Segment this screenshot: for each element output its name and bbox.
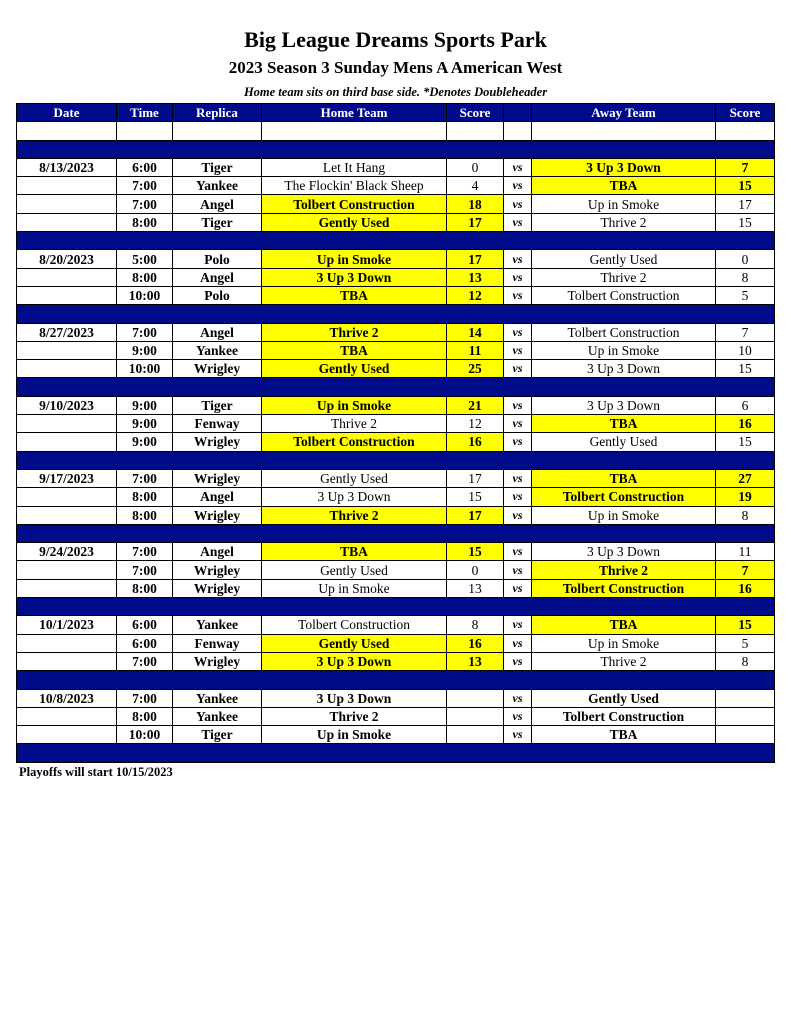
away-team-cell: Gently Used bbox=[532, 433, 716, 451]
game-row bbox=[17, 616, 775, 634]
away-team-cell: 3 Up 3 Down bbox=[532, 158, 716, 176]
home-team-cell: Tolbert Construction bbox=[262, 433, 447, 451]
replica-cell: Wrigley bbox=[173, 579, 262, 597]
separator-cell bbox=[17, 451, 775, 469]
away-team-cell: Gently Used bbox=[532, 689, 716, 707]
game-row bbox=[17, 652, 775, 670]
home-score-cell: 11 bbox=[447, 341, 504, 359]
time-cell: 7:00 bbox=[117, 469, 173, 487]
column-header-replica: Replica bbox=[173, 104, 262, 122]
column-header-away-score: Score bbox=[716, 104, 775, 122]
replica-cell: Wrigley bbox=[173, 652, 262, 670]
home-team-cell: The Flockin' Black Sheep bbox=[262, 177, 447, 195]
time-cell: 7:00 bbox=[117, 177, 173, 195]
replica-cell: Yankee bbox=[173, 177, 262, 195]
home-score-cell: 17 bbox=[447, 506, 504, 524]
away-team-cell: Up in Smoke bbox=[532, 341, 716, 359]
time-cell: 7:00 bbox=[117, 561, 173, 579]
game-row bbox=[17, 213, 775, 231]
replica-cell: Angel bbox=[173, 195, 262, 213]
date-cell: 8/27/2023 bbox=[17, 323, 117, 341]
replica-cell: Wrigley bbox=[173, 360, 262, 378]
home-team-cell: Gently Used bbox=[262, 634, 447, 652]
time-cell: 6:00 bbox=[117, 616, 173, 634]
home-team-cell: 3 Up 3 Down bbox=[262, 689, 447, 707]
date-cell bbox=[17, 726, 117, 744]
replica-cell: Wrigley bbox=[173, 433, 262, 451]
week-separator-row bbox=[17, 451, 775, 469]
vs-cell: vs bbox=[504, 396, 532, 414]
home-team-cell: 3 Up 3 Down bbox=[262, 652, 447, 670]
away-score-cell: 5 bbox=[716, 286, 775, 304]
home-team-cell: TBA bbox=[262, 341, 447, 359]
game-row bbox=[17, 689, 775, 707]
vs-cell: vs bbox=[504, 652, 532, 670]
home-team-cell: Up in Smoke bbox=[262, 396, 447, 414]
vs-cell: vs bbox=[504, 561, 532, 579]
away-score-cell: 0 bbox=[716, 250, 775, 268]
away-team-cell: Up in Smoke bbox=[532, 634, 716, 652]
time-cell: 10:00 bbox=[117, 726, 173, 744]
empty-cell bbox=[504, 122, 532, 140]
away-team-cell: 3 Up 3 Down bbox=[532, 396, 716, 414]
game-row bbox=[17, 360, 775, 378]
home-score-cell bbox=[447, 726, 504, 744]
home-score-cell: 13 bbox=[447, 579, 504, 597]
home-team-cell: Up in Smoke bbox=[262, 579, 447, 597]
away-score-cell: 15 bbox=[716, 360, 775, 378]
date-cell bbox=[17, 213, 117, 231]
vs-cell: vs bbox=[504, 415, 532, 433]
time-cell: 10:00 bbox=[117, 286, 173, 304]
time-cell: 6:00 bbox=[117, 158, 173, 176]
replica-cell: Yankee bbox=[173, 689, 262, 707]
away-score-cell: 8 bbox=[716, 652, 775, 670]
home-score-cell: 4 bbox=[447, 177, 504, 195]
time-cell: 5:00 bbox=[117, 250, 173, 268]
date-cell: 8/20/2023 bbox=[17, 250, 117, 268]
game-row bbox=[17, 323, 775, 341]
time-cell: 8:00 bbox=[117, 506, 173, 524]
page-note: Home team sits on third base side. *Denotes Doubleheader bbox=[243, 85, 548, 99]
page-subtitle: 2023 Season 3 Sunday Mens A American West bbox=[228, 58, 563, 77]
vs-cell: vs bbox=[504, 689, 532, 707]
away-team-cell: Up in Smoke bbox=[532, 195, 716, 213]
separator-cell bbox=[17, 524, 775, 542]
date-cell: 10/8/2023 bbox=[17, 689, 117, 707]
week-separator-row bbox=[17, 744, 775, 762]
game-row bbox=[17, 543, 775, 561]
away-team-cell: Tolbert Construction bbox=[532, 707, 716, 725]
blank-row bbox=[17, 122, 775, 140]
home-team-cell: TBA bbox=[262, 286, 447, 304]
vs-cell: vs bbox=[504, 195, 532, 213]
separator-cell bbox=[17, 598, 775, 616]
away-score-cell: 17 bbox=[716, 195, 775, 213]
home-score-cell: 12 bbox=[447, 286, 504, 304]
separator-cell bbox=[17, 232, 775, 250]
vs-cell: vs bbox=[504, 433, 532, 451]
away-score-cell bbox=[716, 689, 775, 707]
week-separator-row bbox=[17, 524, 775, 542]
home-team-cell: 3 Up 3 Down bbox=[262, 268, 447, 286]
game-row bbox=[17, 286, 775, 304]
away-team-cell: Gently Used bbox=[532, 250, 716, 268]
replica-cell: Polo bbox=[173, 286, 262, 304]
home-score-cell bbox=[447, 707, 504, 725]
game-row bbox=[17, 469, 775, 487]
vs-cell: vs bbox=[504, 488, 532, 506]
home-score-cell: 14 bbox=[447, 323, 504, 341]
home-score-cell: 17 bbox=[447, 213, 504, 231]
away-score-cell bbox=[716, 707, 775, 725]
game-row bbox=[17, 158, 775, 176]
away-score-cell: 16 bbox=[716, 415, 775, 433]
home-score-cell: 21 bbox=[447, 396, 504, 414]
away-team-cell: 3 Up 3 Down bbox=[532, 360, 716, 378]
date-cell bbox=[17, 579, 117, 597]
home-score-cell: 13 bbox=[447, 268, 504, 286]
column-header-away-team: Away Team bbox=[532, 104, 716, 122]
home-team-cell: Gently Used bbox=[262, 561, 447, 579]
away-score-cell: 7 bbox=[716, 158, 775, 176]
replica-cell: Yankee bbox=[173, 707, 262, 725]
home-team-cell: Tolbert Construction bbox=[262, 195, 447, 213]
game-row bbox=[17, 396, 775, 414]
replica-cell: Polo bbox=[173, 250, 262, 268]
time-cell: 7:00 bbox=[117, 689, 173, 707]
empty-cell bbox=[532, 122, 716, 140]
date-cell: 9/10/2023 bbox=[17, 396, 117, 414]
game-row bbox=[17, 250, 775, 268]
game-row bbox=[17, 195, 775, 213]
separator-cell bbox=[17, 140, 775, 158]
vs-cell: vs bbox=[504, 707, 532, 725]
away-team-cell: Tolbert Construction bbox=[532, 323, 716, 341]
replica-cell: Tiger bbox=[173, 396, 262, 414]
home-team-cell: Thrive 2 bbox=[262, 323, 447, 341]
home-team-cell: Thrive 2 bbox=[262, 707, 447, 725]
time-cell: 8:00 bbox=[117, 268, 173, 286]
home-score-cell: 25 bbox=[447, 360, 504, 378]
column-header-time: Time bbox=[117, 104, 173, 122]
week-separator-row bbox=[17, 598, 775, 616]
replica-cell: Fenway bbox=[173, 415, 262, 433]
date-cell: 9/24/2023 bbox=[17, 543, 117, 561]
time-cell: 9:00 bbox=[117, 433, 173, 451]
vs-cell: vs bbox=[504, 634, 532, 652]
away-team-cell: TBA bbox=[532, 415, 716, 433]
separator-cell bbox=[17, 671, 775, 689]
vs-cell: vs bbox=[504, 506, 532, 524]
vs-cell: vs bbox=[504, 543, 532, 561]
game-row bbox=[17, 561, 775, 579]
home-team-cell: Up in Smoke bbox=[262, 726, 447, 744]
away-team-cell: Thrive 2 bbox=[532, 561, 716, 579]
game-row bbox=[17, 726, 775, 744]
replica-cell: Angel bbox=[173, 323, 262, 341]
away-team-cell: TBA bbox=[532, 726, 716, 744]
week-separator-row bbox=[17, 671, 775, 689]
vs-cell: vs bbox=[504, 286, 532, 304]
away-score-cell: 15 bbox=[716, 433, 775, 451]
date-cell bbox=[17, 360, 117, 378]
time-cell: 9:00 bbox=[117, 415, 173, 433]
replica-cell: Angel bbox=[173, 543, 262, 561]
column-header-home-score: Score bbox=[447, 104, 504, 122]
week-separator-row bbox=[17, 378, 775, 396]
home-score-cell: 13 bbox=[447, 652, 504, 670]
time-cell: 8:00 bbox=[117, 488, 173, 506]
table-header-row bbox=[17, 104, 775, 122]
away-team-cell: TBA bbox=[532, 469, 716, 487]
date-cell bbox=[17, 707, 117, 725]
away-score-cell: 8 bbox=[716, 268, 775, 286]
away-score-cell: 27 bbox=[716, 469, 775, 487]
replica-cell: Wrigley bbox=[173, 506, 262, 524]
time-cell: 9:00 bbox=[117, 396, 173, 414]
game-row bbox=[17, 177, 775, 195]
vs-cell: vs bbox=[504, 726, 532, 744]
time-cell: 8:00 bbox=[117, 579, 173, 597]
game-row bbox=[17, 433, 775, 451]
time-cell: 7:00 bbox=[117, 543, 173, 561]
away-team-cell: Tolbert Construction bbox=[532, 488, 716, 506]
page-title: Big League Dreams Sports Park bbox=[244, 27, 547, 52]
replica-cell: Angel bbox=[173, 488, 262, 506]
away-score-cell: 16 bbox=[716, 579, 775, 597]
time-cell: 8:00 bbox=[117, 213, 173, 231]
home-score-cell: 17 bbox=[447, 250, 504, 268]
replica-cell: Wrigley bbox=[173, 469, 262, 487]
empty-cell bbox=[173, 122, 262, 140]
time-cell: 7:00 bbox=[117, 652, 173, 670]
replica-cell: Tiger bbox=[173, 158, 262, 176]
away-team-cell: TBA bbox=[532, 616, 716, 634]
date-cell bbox=[17, 634, 117, 652]
home-score-cell: 0 bbox=[447, 561, 504, 579]
separator-cell bbox=[17, 378, 775, 396]
vs-cell: vs bbox=[504, 341, 532, 359]
away-team-cell: Thrive 2 bbox=[532, 652, 716, 670]
home-score-cell: 0 bbox=[447, 158, 504, 176]
home-team-cell: TBA bbox=[262, 543, 447, 561]
replica-cell: Wrigley bbox=[173, 561, 262, 579]
date-cell bbox=[17, 652, 117, 670]
away-score-cell: 7 bbox=[716, 323, 775, 341]
home-team-cell: Let It Hang bbox=[262, 158, 447, 176]
replica-cell: Angel bbox=[173, 268, 262, 286]
home-team-cell: Gently Used bbox=[262, 469, 447, 487]
vs-cell: vs bbox=[504, 268, 532, 286]
replica-cell: Yankee bbox=[173, 341, 262, 359]
home-score-cell: 8 bbox=[447, 616, 504, 634]
home-team-cell: Gently Used bbox=[262, 213, 447, 231]
away-team-cell: Tolbert Construction bbox=[532, 579, 716, 597]
home-score-cell: 16 bbox=[447, 634, 504, 652]
playoffs-note: Playoffs will start 10/15/2023 bbox=[19, 765, 173, 779]
home-score-cell: 18 bbox=[447, 195, 504, 213]
away-score-cell bbox=[716, 726, 775, 744]
date-cell bbox=[17, 177, 117, 195]
away-score-cell: 15 bbox=[716, 213, 775, 231]
home-score-cell bbox=[447, 689, 504, 707]
date-cell bbox=[17, 433, 117, 451]
home-score-cell: 15 bbox=[447, 543, 504, 561]
separator-cell bbox=[17, 305, 775, 323]
column-header-vs bbox=[504, 104, 532, 122]
away-score-cell: 10 bbox=[716, 341, 775, 359]
column-header-date: Date bbox=[17, 104, 117, 122]
game-row bbox=[17, 341, 775, 359]
empty-cell bbox=[716, 122, 775, 140]
game-row bbox=[17, 268, 775, 286]
away-score-cell: 11 bbox=[716, 543, 775, 561]
home-team-cell: Gently Used bbox=[262, 360, 447, 378]
date-cell: 8/13/2023 bbox=[17, 158, 117, 176]
week-separator-row bbox=[17, 305, 775, 323]
schedule-body bbox=[17, 122, 775, 762]
replica-cell: Tiger bbox=[173, 726, 262, 744]
away-score-cell: 8 bbox=[716, 506, 775, 524]
empty-cell bbox=[262, 122, 447, 140]
time-cell: 7:00 bbox=[117, 195, 173, 213]
date-cell bbox=[17, 195, 117, 213]
game-row bbox=[17, 634, 775, 652]
vs-cell: vs bbox=[504, 616, 532, 634]
separator-cell bbox=[17, 744, 775, 762]
away-team-cell: Tolbert Construction bbox=[532, 286, 716, 304]
game-row bbox=[17, 415, 775, 433]
vs-cell: vs bbox=[504, 250, 532, 268]
vs-cell: vs bbox=[504, 469, 532, 487]
column-header-home-team: Home Team bbox=[262, 104, 447, 122]
date-cell bbox=[17, 561, 117, 579]
date-cell bbox=[17, 488, 117, 506]
time-cell: 7:00 bbox=[117, 323, 173, 341]
time-cell: 9:00 bbox=[117, 341, 173, 359]
vs-cell: vs bbox=[504, 579, 532, 597]
date-cell bbox=[17, 341, 117, 359]
empty-cell bbox=[447, 122, 504, 140]
game-row bbox=[17, 488, 775, 506]
empty-cell bbox=[117, 122, 173, 140]
home-score-cell: 16 bbox=[447, 433, 504, 451]
date-cell: 10/1/2023 bbox=[17, 616, 117, 634]
away-score-cell: 7 bbox=[716, 561, 775, 579]
home-score-cell: 12 bbox=[447, 415, 504, 433]
week-separator-row bbox=[17, 140, 775, 158]
away-team-cell: Up in Smoke bbox=[532, 506, 716, 524]
empty-cell bbox=[17, 122, 117, 140]
away-score-cell: 15 bbox=[716, 177, 775, 195]
vs-cell: vs bbox=[504, 177, 532, 195]
date-cell bbox=[17, 268, 117, 286]
away-team-cell: Thrive 2 bbox=[532, 213, 716, 231]
replica-cell: Tiger bbox=[173, 213, 262, 231]
game-row bbox=[17, 707, 775, 725]
time-cell: 8:00 bbox=[117, 707, 173, 725]
home-team-cell: Thrive 2 bbox=[262, 415, 447, 433]
replica-cell: Fenway bbox=[173, 634, 262, 652]
vs-cell: vs bbox=[504, 158, 532, 176]
away-team-cell: 3 Up 3 Down bbox=[532, 543, 716, 561]
away-score-cell: 15 bbox=[716, 616, 775, 634]
away-score-cell: 5 bbox=[716, 634, 775, 652]
vs-cell: vs bbox=[504, 360, 532, 378]
game-row bbox=[17, 579, 775, 597]
time-cell: 6:00 bbox=[117, 634, 173, 652]
date-cell bbox=[17, 506, 117, 524]
time-cell: 10:00 bbox=[117, 360, 173, 378]
away-team-cell: TBA bbox=[532, 177, 716, 195]
home-team-cell: Thrive 2 bbox=[262, 506, 447, 524]
week-separator-row bbox=[17, 232, 775, 250]
home-team-cell: Tolbert Construction bbox=[262, 616, 447, 634]
home-score-cell: 15 bbox=[447, 488, 504, 506]
replica-cell: Yankee bbox=[173, 616, 262, 634]
vs-cell: vs bbox=[504, 323, 532, 341]
home-team-cell: Up in Smoke bbox=[262, 250, 447, 268]
away-score-cell: 6 bbox=[716, 396, 775, 414]
date-cell: 9/17/2023 bbox=[17, 469, 117, 487]
date-cell bbox=[17, 286, 117, 304]
game-row bbox=[17, 506, 775, 524]
home-score-cell: 17 bbox=[447, 469, 504, 487]
away-score-cell: 19 bbox=[716, 488, 775, 506]
vs-cell: vs bbox=[504, 213, 532, 231]
schedule-table bbox=[16, 103, 775, 763]
away-team-cell: Thrive 2 bbox=[532, 268, 716, 286]
date-cell bbox=[17, 415, 117, 433]
home-team-cell: 3 Up 3 Down bbox=[262, 488, 447, 506]
